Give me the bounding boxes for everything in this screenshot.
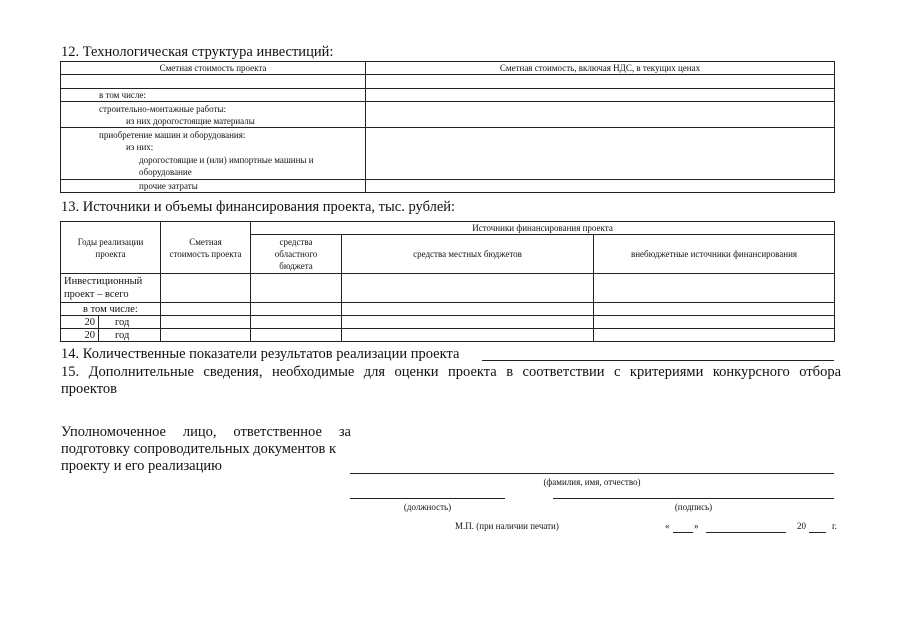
row-construction-label: строительно-монтажные работы: xyxy=(99,103,227,114)
date-year-prefix: 20 xyxy=(797,521,806,531)
row-of-them: из них: xyxy=(126,142,154,152)
row-expensive-machines-1: дорогостоящие и (или) импортные машины и xyxy=(139,154,314,165)
header-years-line2: проекта xyxy=(95,248,126,259)
empty-cell xyxy=(342,329,594,342)
fio-line xyxy=(350,473,834,474)
empty-cell xyxy=(366,180,835,193)
row-in-that: в том числе: xyxy=(61,89,366,102)
section-13-title: 13. Источники и объемы финансирования проекта, тыс. рублей: xyxy=(61,199,456,215)
empty-cell xyxy=(161,316,251,329)
section-15-line1: 15. Дополнительные сведения, необходимые для оценки проекта в соответствии с критериями конкурсного отбора xyxy=(61,364,841,380)
header-regional-budget xyxy=(251,235,342,274)
stamp-text: М.П. (при наличии печати) xyxy=(455,521,559,531)
row-project-total xyxy=(61,274,161,303)
header-regional-line2: областного xyxy=(274,249,318,259)
header-sources: Источники финансирования проекта xyxy=(251,222,835,235)
signature-line xyxy=(553,498,834,499)
empty-cell xyxy=(366,75,835,89)
investment-structure-table xyxy=(60,61,835,193)
empty-cell xyxy=(366,89,835,102)
empty-cell xyxy=(342,316,594,329)
year-prefix: 20 xyxy=(61,316,99,329)
empty-cell xyxy=(251,303,342,316)
row-including: в том числе: xyxy=(61,303,161,316)
empty-cell xyxy=(342,274,594,303)
empty-cell xyxy=(594,329,835,342)
header-local-budgets: средства местных бюджетов xyxy=(342,235,594,274)
year-word: год xyxy=(99,316,161,329)
empty-cell xyxy=(61,75,366,89)
header-years-line1: Годы реализации xyxy=(77,236,144,247)
position-caption: (должность) xyxy=(403,502,452,512)
date-quote-close: » xyxy=(694,521,699,531)
header-cost-vat: Сметная стоимость, включая НДС, в текущих ценах xyxy=(366,62,835,75)
empty-cell xyxy=(594,274,835,303)
empty-cell xyxy=(251,274,342,303)
responsible-line3: проекту и его реализацию xyxy=(61,458,222,474)
year-word: год xyxy=(99,329,161,342)
section-14-text: 14. Количественные показатели результатов реализации проекта xyxy=(61,346,460,362)
header-cost-line1: Сметная xyxy=(189,236,222,247)
date-year-line xyxy=(809,532,826,533)
empty-cell xyxy=(342,303,594,316)
date-day-line xyxy=(673,532,693,533)
header-regional-line3: бюджета xyxy=(279,261,313,271)
empty-cell xyxy=(161,274,251,303)
empty-cell xyxy=(251,329,342,342)
empty-cell xyxy=(594,303,835,316)
header-years xyxy=(61,222,161,274)
fio-caption: (фамилия, имя, отчество) xyxy=(543,477,641,487)
responsible-line2: подготовку сопроводительных документов к xyxy=(61,441,337,457)
empty-cell xyxy=(366,128,835,180)
header-estimated-cost: Сметная стоимость проекта xyxy=(61,62,366,75)
responsible-line1: Уполномоченное лицо, ответственное за xyxy=(61,424,351,440)
section-14-fill-line xyxy=(482,360,834,361)
position-line xyxy=(350,498,505,499)
empty-cell xyxy=(594,316,835,329)
date-quote-open: « xyxy=(665,521,670,531)
header-extrabudgetary: внебюджетные источники финансирования xyxy=(594,235,835,274)
header-estimated-cost xyxy=(161,222,251,274)
row-expensive-materials: из них дорогостоящие материалы xyxy=(126,115,255,126)
section-15-line2: проектов xyxy=(61,381,117,397)
empty-cell xyxy=(251,316,342,329)
empty-cell xyxy=(366,102,835,128)
year-prefix: 20 xyxy=(61,329,99,342)
section-12-title: 12. Технологическая структура инвестиций: xyxy=(61,44,334,60)
empty-cell xyxy=(161,303,251,316)
financing-table xyxy=(60,221,835,342)
date-month-line xyxy=(706,532,786,533)
empty-cell xyxy=(161,329,251,342)
header-cost-line2: стоимость проекта xyxy=(169,248,242,259)
row-expensive-machines-2: оборудование xyxy=(139,167,192,177)
row-machinery-label: приобретение машин и оборудования: xyxy=(99,129,246,140)
header-regional-line1: средства xyxy=(279,237,313,247)
date-year-suffix: г. xyxy=(832,521,837,531)
row-total-line1: Инвестиционный xyxy=(64,276,143,287)
signature-caption: (подпись) xyxy=(674,502,713,512)
row-total-line2: проект – всего xyxy=(64,289,129,300)
row-other-costs: прочие затраты xyxy=(61,180,366,193)
row-construction xyxy=(61,102,366,128)
row-machinery xyxy=(61,128,366,180)
